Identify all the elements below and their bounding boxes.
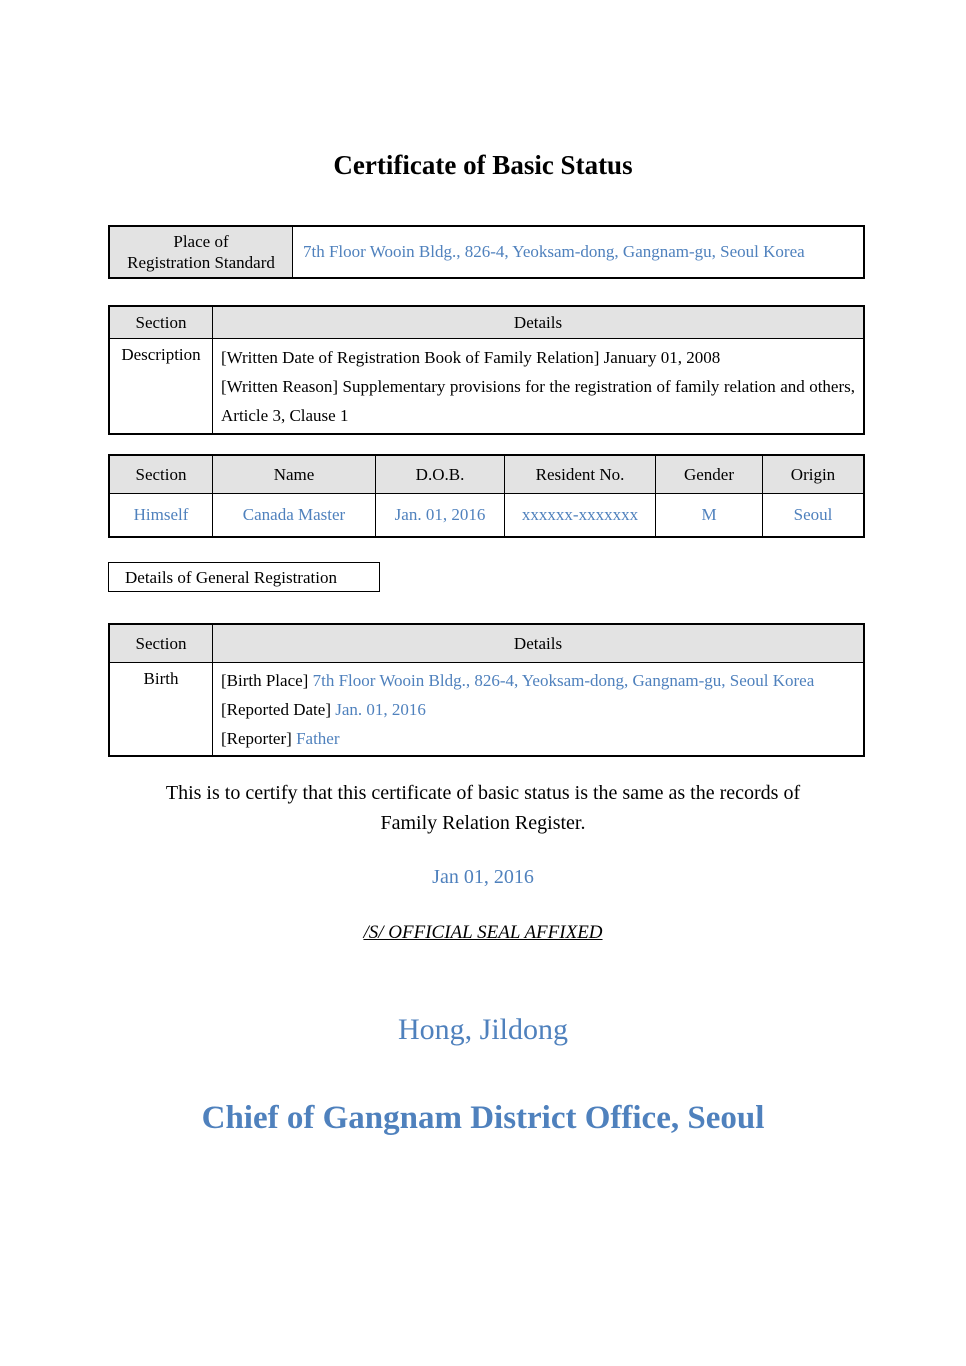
- registration-place-label: [109, 226, 293, 278]
- reporter-label: [Reporter]: [221, 729, 292, 748]
- reported-date-label: [Reported Date]: [221, 700, 331, 719]
- certification-line1: This is to certify that this certificate of basic status is the same as the records of: [165, 782, 801, 804]
- birth-row-section: Birth: [109, 663, 213, 757]
- document-title: Certificate of Basic Status: [333, 150, 633, 180]
- birth-place-line: [221, 666, 855, 695]
- person-name: Canada Master: [213, 494, 376, 538]
- description-table: [108, 305, 865, 435]
- birth-place-label: [Birth Place]: [221, 671, 309, 690]
- written-date-line: [Written Date of Registration Book of Family Relation] January 01, 2008: [221, 348, 721, 367]
- reporter-value: Father: [296, 729, 340, 748]
- registration-place-label-line2: Registration Standard: [127, 253, 275, 272]
- description-row-details: [213, 339, 865, 435]
- person-header-resident-no: Resident No.: [505, 455, 656, 494]
- person-resident-no: xxxxxx-xxxxxxx: [505, 494, 656, 538]
- reported-date-line: [221, 695, 855, 724]
- certification-statement: [0, 778, 966, 838]
- birth-header-details: Details: [213, 624, 865, 663]
- certification-line2: Family Relation Register.: [380, 812, 586, 834]
- person-section: Himself: [109, 494, 213, 538]
- registration-place-label-line1: Place of: [173, 232, 229, 251]
- birth-header-section: Section: [109, 624, 213, 663]
- description-row-section: Description: [109, 339, 213, 435]
- registration-place-value: 7th Floor Wooin Bldg., 826-4, Yeoksam-dong, Gangnam-gu, Seoul Korea: [293, 226, 865, 278]
- person-dob: Jan. 01, 2016: [376, 494, 505, 538]
- general-registration-label: Details of General Registration: [108, 562, 380, 592]
- official-seal-text: /S/ OFFICIAL SEAL AFFIXED: [363, 922, 603, 943]
- person-gender: M: [656, 494, 763, 538]
- written-reason-line: [Written Reason] Supplementary provisions for the registration of family relation and others, Article 3, Clause 1: [221, 377, 855, 425]
- person-header-origin: Origin: [763, 455, 865, 494]
- description-header-section: Section: [109, 306, 213, 339]
- birth-table: [108, 623, 865, 757]
- person-origin: Seoul: [763, 494, 865, 538]
- person-header-gender: Gender: [656, 455, 763, 494]
- description-header-details: Details: [213, 306, 865, 339]
- registration-place-table: [108, 225, 865, 279]
- signer-title: Chief of Gangnam District Office, Seoul: [201, 1100, 765, 1136]
- reported-date-value: Jan. 01, 2016: [335, 700, 426, 719]
- person-header-name: Name: [213, 455, 376, 494]
- reporter-line: [221, 724, 855, 753]
- person-header-dob: D.O.B.: [376, 455, 505, 494]
- person-header-section: Section: [109, 455, 213, 494]
- birth-row-details: [213, 663, 865, 757]
- birth-place-value: 7th Floor Wooin Bldg., 826-4, Yeoksam-dong, Gangnam-gu, Seoul Korea: [312, 671, 815, 690]
- issue-date: Jan 01, 2016: [432, 866, 534, 888]
- signer-name: Hong, Jildong: [397, 1013, 568, 1046]
- person-table: [108, 454, 865, 538]
